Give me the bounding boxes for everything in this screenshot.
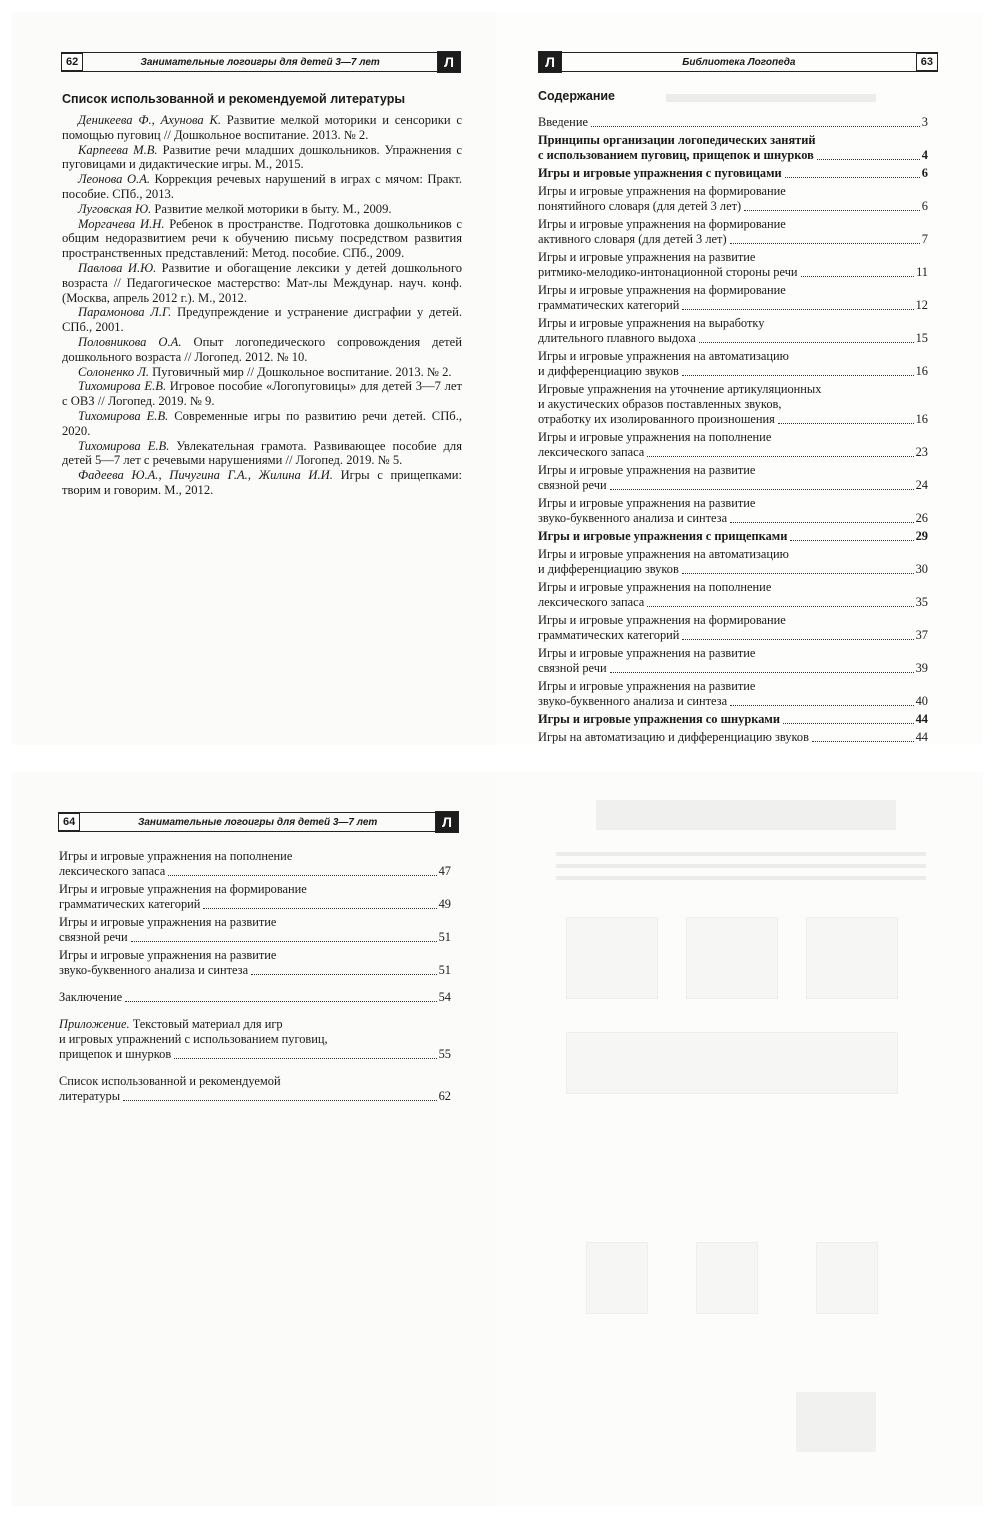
toc-entry-row — [538, 412, 928, 427]
table-of-contents-continued — [59, 849, 451, 1104]
back-cover-bleed — [496, 772, 983, 1506]
reference-item — [62, 409, 462, 439]
toc-entry-line: Игры и игровые упражнения на развитие — [538, 463, 756, 477]
reference-author: Парамонова Л.Г. — [78, 305, 172, 320]
toc-leader-dots — [785, 177, 920, 178]
toc-entry-row — [538, 712, 928, 727]
toc-entry — [538, 250, 928, 280]
toc-entry-line: Игры и игровые упражнения на формирование — [538, 184, 786, 198]
toc-entry-row — [538, 166, 928, 181]
toc-page-number: 55 — [438, 1047, 451, 1061]
toc-entry-row — [59, 963, 451, 978]
reference-author: Павлова И.Ю. — [78, 260, 157, 275]
toc-entry-line: Игры и игровые упражнения на развитие — [59, 948, 277, 962]
running-header — [58, 812, 459, 832]
toc-entry-title: Игры и игровые упражнения со шнурками — [538, 712, 780, 726]
toc-leader-dots — [730, 705, 914, 706]
toc-leader-dots — [203, 908, 436, 909]
toc-entry — [538, 580, 928, 610]
toc-page-number: 62 — [438, 1089, 451, 1103]
toc-entry — [538, 133, 928, 163]
toc-entry-row — [538, 232, 928, 247]
reference-text: Коррекция речевых нарушений в играх с мячом: Практ. пособие. СПб., 2013. — [62, 172, 462, 201]
toc-entry-title: звуко-буквенного анализа и синтеза — [538, 511, 728, 525]
toc-leader-dots — [123, 1100, 437, 1101]
toc-entry-row — [538, 562, 928, 577]
toc-entry-row — [59, 1089, 451, 1104]
toc-entry-row — [59, 864, 451, 879]
toc-entry-row — [59, 1047, 451, 1062]
toc-leader-dots — [610, 489, 914, 490]
toc-page-number: 7 — [921, 232, 928, 246]
toc-entry-title: лексического запаса — [538, 445, 645, 459]
toc-entry — [538, 463, 928, 493]
reference-item — [62, 143, 462, 173]
reference-author: Карпеева М.В. — [78, 142, 158, 157]
toc-leader-dots — [730, 243, 920, 244]
toc-page-number: 26 — [915, 511, 928, 525]
header-title: Библиотека Логопеда — [682, 56, 796, 68]
reference-item — [62, 202, 462, 217]
toc-entry-row — [538, 595, 928, 610]
toc-entry — [538, 115, 928, 130]
toc-entry-title: активного словаря (для детей 3 лет) — [538, 232, 727, 246]
reference-list — [62, 113, 462, 498]
toc-entry-line: Игры и игровые упражнения на развитие — [538, 679, 756, 693]
toc-entry-line: Игры и игровые упражнения на выработку — [538, 316, 765, 330]
toc-leader-dots — [682, 375, 914, 376]
toc-leader-dots — [682, 309, 913, 310]
toc-entry-line: Список использованной и рекомендуемой — [59, 1074, 281, 1088]
publisher-logo-icon: Л — [435, 811, 459, 833]
toc-entry-line: Игры и игровые упражнения на пополнение — [538, 430, 772, 444]
toc-leader-dots — [699, 342, 914, 343]
toc-entry-line: Игры и игровые упражнения на пополнение — [59, 849, 293, 863]
toc-entry-title: отработку их изолированного произношения — [538, 412, 775, 426]
toc-entry-row — [538, 445, 928, 460]
toc-leader-dots — [790, 540, 913, 541]
toc-entry-row — [538, 364, 928, 379]
reference-text: Развитие речи младших дошкольников. Упражнения с пуговицами и дидактические игры. М., 2015. — [62, 142, 462, 172]
toc-entry-title: ритмико-мелодико-интонационной стороны речи — [538, 265, 798, 279]
toc-entry-title: Заключение — [59, 990, 123, 1004]
toc-entry — [538, 349, 928, 379]
reference-text: Развитие мелкой моторики в быту. М., 2009. — [151, 201, 392, 216]
toc-entry — [538, 730, 928, 745]
toc-entry — [538, 529, 928, 544]
toc-entry-row — [59, 897, 451, 912]
toc-page-number: 24 — [915, 478, 928, 492]
section-title: Список использованной и рекомендуемой литературы — [62, 92, 406, 106]
reference-item — [62, 305, 462, 335]
toc-entry-title: грамматических категорий — [59, 897, 201, 911]
toc-entry-title: грамматических категорий — [538, 628, 680, 642]
appendix-label: Приложение. — [59, 1017, 130, 1031]
toc-entry — [538, 166, 928, 181]
toc-leader-dots — [174, 1058, 436, 1059]
toc-page-number: 47 — [438, 864, 451, 878]
reference-item — [62, 261, 462, 305]
reference-text: Предупреждение и устранение дисграфии у детей. СПб., 2001. — [62, 305, 463, 335]
toc-page-number: 16 — [915, 364, 928, 378]
toc-entry-title: Игры на автоматизацию и дифференциацию звуков — [538, 730, 809, 744]
page-62 — [12, 12, 496, 745]
toc-entry-line: Принципы организации логопедических занятий — [538, 133, 816, 147]
toc-leader-dots — [591, 126, 920, 127]
toc-entry-title: Введение — [538, 115, 588, 129]
toc-entry — [538, 184, 928, 214]
page-number: 63 — [916, 53, 938, 71]
page-number: 64 — [58, 813, 80, 831]
toc-entry — [59, 990, 451, 1005]
toc-leader-dots — [778, 423, 914, 424]
toc-entry-row — [59, 990, 451, 1005]
toc-entry — [59, 882, 451, 912]
section-title: Содержание — [538, 89, 616, 103]
reference-text: Игровое пособие «Логопуговицы» для детей 3—7 лет с ОВЗ // Логопед. 2019. № 9. — [62, 379, 462, 409]
toc-entry-row — [538, 331, 928, 346]
toc-entry — [538, 382, 928, 427]
toc-leader-dots — [744, 210, 920, 211]
toc-page-number: 3 — [921, 115, 928, 129]
toc-entry-line: Игры и игровые упражнения на развитие — [538, 496, 756, 510]
reference-item — [62, 439, 462, 469]
toc-entry-line: и акустических образов поставленных звуков, — [538, 397, 782, 411]
toc-entry-row — [538, 628, 928, 643]
publisher-logo-icon: Л — [437, 51, 461, 73]
toc-leader-dots — [817, 159, 920, 160]
toc-entry-row — [538, 148, 928, 163]
toc-entry-row — [538, 730, 928, 745]
toc-entry-row — [538, 694, 928, 709]
toc-page-number: 51 — [438, 930, 451, 944]
toc-entry-line: Игры и игровые упражнения на автоматизацию — [538, 547, 789, 561]
toc-page-number: 16 — [915, 412, 928, 426]
toc-entry-line: Игры и игровые упражнения на формирование — [538, 613, 786, 627]
reference-author: Фадеева Ю.А., Пичугина Г.А., Жилина И.И. — [78, 468, 333, 483]
page-number: 62 — [61, 53, 83, 71]
toc-entry — [538, 316, 928, 346]
toc-page-number: 12 — [915, 298, 928, 312]
toc-entry-row — [538, 511, 928, 526]
toc-page-number: 44 — [915, 730, 928, 744]
toc-page-number: 39 — [915, 661, 928, 675]
toc-entry-title: и дифференциацию звуков — [538, 364, 679, 378]
toc-entry-row — [538, 478, 928, 493]
toc-entry — [59, 1074, 451, 1104]
reference-text: Развитие и обогащение лексики у детей дошкольного возраста // Педагогическое мастерство: Мат-лы Междунар. науч. конф. (Москва, апрель 2012 г.). М., 2012. — [62, 260, 462, 305]
toc-page-number: 44 — [915, 712, 928, 726]
toc-leader-dots — [251, 974, 437, 975]
header-title: Занимательные логоигры для детей 3—7 лет — [137, 816, 378, 828]
toc-entry-line: Игры и игровые упражнения на формирование — [59, 882, 307, 896]
reference-item — [62, 365, 462, 380]
reference-author: Тихомирова Е.В. — [78, 438, 170, 453]
table-of-contents — [538, 115, 928, 745]
toc-entry-appendix — [59, 1017, 451, 1062]
toc-leader-dots — [131, 941, 437, 942]
toc-entry — [538, 496, 928, 526]
toc-entry-row — [538, 199, 928, 214]
toc-entry-line: Игры и игровые упражнения на автоматизацию — [538, 349, 789, 363]
toc-entry-title: Игры и игровые упражнения с прищепками — [538, 529, 788, 543]
toc-entry-line: Игры и игровые упражнения на развитие — [538, 250, 756, 264]
toc-page-number: 51 — [438, 963, 451, 977]
reference-item — [62, 217, 462, 261]
reference-author: Моргачева И.Н. — [78, 216, 165, 231]
toc-leader-dots — [647, 606, 913, 607]
toc-entry-row — [538, 661, 928, 676]
toc-entry-title: лексического запаса — [59, 864, 166, 878]
toc-entry-title: длительного плавного выдоха — [538, 331, 696, 345]
toc-entry — [538, 547, 928, 577]
toc-leader-dots — [168, 875, 436, 876]
toc-entry-line: Игры и игровые упражнения на формирование — [538, 217, 786, 231]
toc-entry-row — [59, 930, 451, 945]
reference-author: Луговская Ю. — [78, 201, 152, 216]
toc-leader-dots — [125, 1001, 436, 1002]
toc-entry — [538, 613, 928, 643]
reference-author: Половникова О.А. — [78, 334, 182, 349]
toc-entry-title: литературы — [59, 1089, 121, 1103]
toc-leader-dots — [610, 672, 914, 673]
toc-entry — [59, 915, 451, 945]
toc-entry-title: звуко-буквенного анализа и синтеза — [538, 694, 728, 708]
toc-leader-dots — [812, 741, 914, 742]
toc-entry-title: понятийного словаря (для детей 3 лет) — [538, 199, 742, 213]
toc-entry-row — [538, 265, 928, 280]
reference-author: Тихомирова Е.В. — [78, 379, 167, 394]
reference-author: Леонова О.А. — [78, 172, 151, 187]
toc-leader-dots — [647, 456, 913, 457]
toc-leader-dots — [801, 276, 915, 277]
reference-text: Опыт логопедического сопровождения детей дошкольного возраста // Логопед. 2012. № 10. — [62, 334, 462, 364]
toc-entry-line: Игровые упражнения на уточнение артикуляционных — [538, 382, 822, 396]
toc-entry-row — [538, 298, 928, 313]
toc-entry — [538, 217, 928, 247]
toc-page-number: 35 — [915, 595, 928, 609]
reference-item — [62, 172, 462, 202]
toc-entry-line: Игры и игровые упражнения на пополнение — [538, 580, 772, 594]
toc-entry-title: звуко-буквенного анализа и синтеза — [59, 963, 249, 977]
reference-text: Ребенок в пространстве. Подготовка дошкольников с общим недоразвитием речи к обучению письму посредством развития пространственных представлений: Метод. пособие. СПб., 2009. — [62, 216, 462, 261]
page-64 — [12, 772, 496, 1506]
toc-page-number: 40 — [915, 694, 928, 708]
page-63 — [496, 12, 983, 745]
reference-author: Тихомирова Е.В. — [78, 408, 169, 423]
reference-author: Деникеева Ф., Ахунова К. — [78, 113, 221, 127]
toc-entry-line: Игры и игровые упражнения на развитие — [538, 646, 756, 660]
toc-page-number: 11 — [916, 265, 928, 279]
reference-text: Увлекательная грамота. Развивающее пособие для детей 5—7 лет с речевыми нарушениями // Логопед. 2019. № 5. — [62, 438, 462, 468]
toc-entry-line: Игры и игровые упражнения на формирование — [538, 283, 786, 297]
reference-text: Пуговичный мир // Дошкольное воспитание. 2013. № 2. — [149, 364, 452, 379]
toc-entry-title: связной речи — [59, 930, 128, 944]
toc-leader-dots — [682, 573, 914, 574]
toc-entry-line: Игры и игровые упражнения на развитие — [59, 915, 277, 929]
toc-page-number: 15 — [915, 331, 928, 345]
toc-page-number: 23 — [915, 445, 928, 459]
toc-leader-dots — [783, 723, 914, 724]
toc-page-number: 4 — [921, 148, 928, 162]
toc-leader-dots — [730, 522, 914, 523]
toc-page-number: 49 — [438, 897, 451, 911]
toc-page-number: 29 — [915, 529, 928, 543]
toc-entry — [538, 283, 928, 313]
running-header — [538, 52, 938, 72]
reference-author: Солоненко Л. — [78, 364, 150, 379]
appendix-text: Текстовый материал для игр — [129, 1017, 283, 1031]
toc-entry-row — [538, 115, 928, 130]
reference-item — [62, 468, 462, 498]
reference-item — [62, 335, 462, 365]
toc-page-number: 6 — [921, 199, 928, 213]
toc-entry-title: прищепок и шнурков — [59, 1047, 172, 1061]
toc-page-number: 30 — [915, 562, 928, 576]
reference-item — [62, 113, 462, 143]
toc-entry — [538, 679, 928, 709]
reference-text: Игры с прищепками: творим и говорим. М., 2012. — [62, 468, 462, 497]
toc-leader-dots — [682, 639, 913, 640]
toc-entry-title: с использованием пуговиц, прищепок и шнурков — [538, 148, 814, 162]
toc-entry-title: связной речи — [538, 661, 607, 675]
reference-text: Развитие мелкой моторики и сенсорики с помощью пуговиц // Дошкольное воспитание. 2013. № 2. — [62, 113, 462, 142]
toc-page-number: 54 — [438, 990, 451, 1004]
header-title: Занимательные логоигры для детей 3—7 лет — [140, 56, 380, 68]
toc-entry-row — [538, 529, 928, 544]
toc-entry-title: связной речи — [538, 478, 607, 492]
reference-item — [62, 379, 462, 409]
toc-entry — [59, 849, 451, 879]
toc-entry-title: и дифференциацию звуков — [538, 562, 679, 576]
toc-entry — [59, 948, 451, 978]
toc-entry — [538, 646, 928, 676]
toc-entry — [538, 712, 928, 727]
toc-page-number: 37 — [915, 628, 928, 642]
toc-entry-title: лексического запаса — [538, 595, 645, 609]
publisher-logo-icon: Л — [538, 51, 562, 73]
running-header — [61, 52, 461, 72]
toc-entry-line: и игровых упражнений с использованием пуговиц, — [59, 1032, 328, 1046]
toc-entry-title: грамматических категорий — [538, 298, 680, 312]
reference-text: Современные игры по развитию речи детей. СПб., 2020. — [62, 408, 462, 438]
toc-page-number: 6 — [921, 166, 928, 180]
toc-entry — [538, 430, 928, 460]
toc-entry-title: Игры и игровые упражнения с пуговицами — [538, 166, 782, 180]
toc-entry-line — [59, 1017, 451, 1032]
